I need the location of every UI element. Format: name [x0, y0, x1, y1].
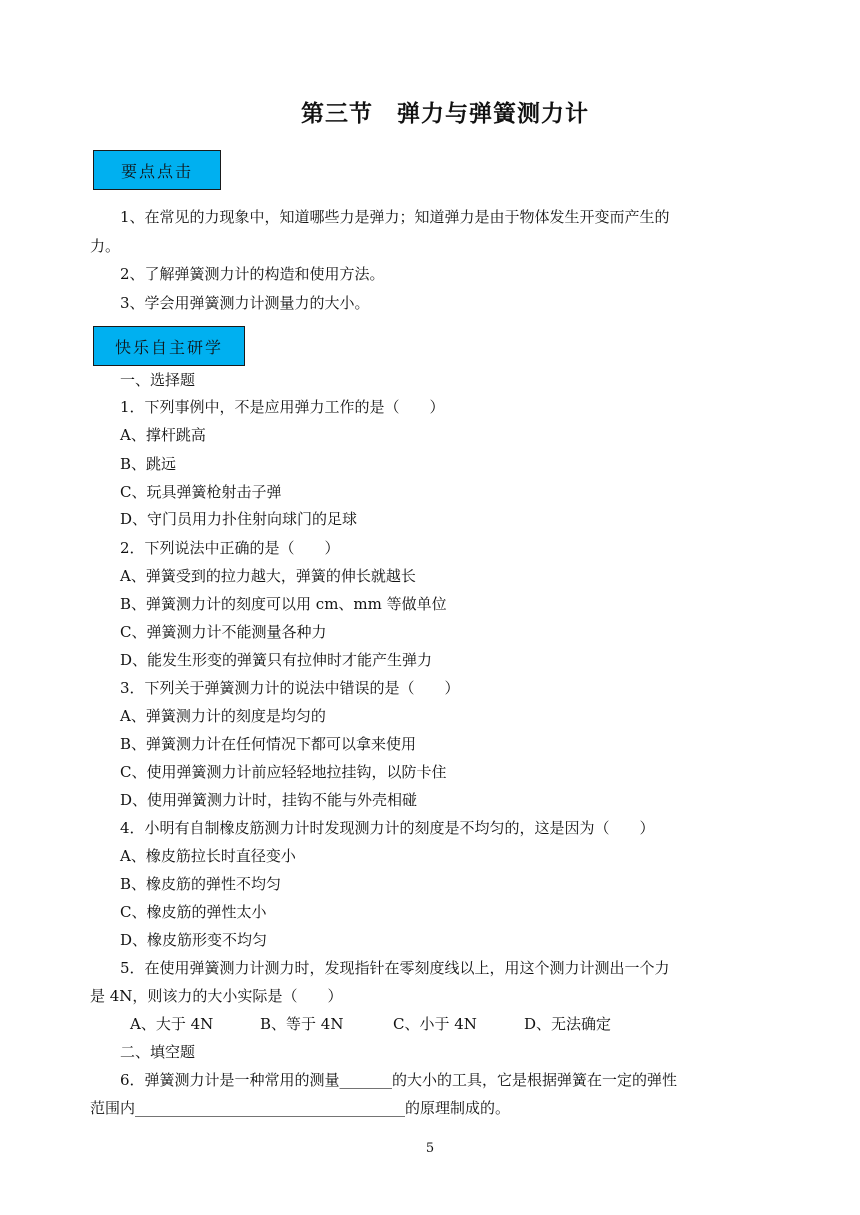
question-3-option-a: A、弹簧测力计的刻度是均匀的 [120, 707, 326, 725]
part1-heading: 一、选择题 [120, 371, 196, 389]
question-4-option-d: D、橡皮筋形变不均匀 [120, 931, 268, 949]
question-4-option-b: B、橡皮筋的弹性不均匀 [120, 875, 282, 893]
question-3-option-d: D、使用弹簧测力计时，挂钩不能与外壳相碰 [120, 791, 418, 809]
question-3-stem: 3．下列关于弹簧测力计的说法中错误的是（ ） [120, 679, 460, 697]
question-1-option-d: D、守门员用力扑住射向球门的足球 [120, 510, 358, 528]
question-4-stem: 4．小明有自制橡皮筋测力计时发现测力计的刻度是不均匀的，这是因为（ ） [120, 819, 655, 837]
question-4-option-c: C、橡皮筋的弹性太小 [120, 903, 267, 921]
question-6-line-1: 6．弹簧测力计是一种常用的测量_______的大小的工具，它是根据弹簧在一定的弹性 [120, 1071, 678, 1089]
question-3-option-b: B、弹簧测力计在任何情况下都可以拿来使用 [120, 735, 417, 753]
part2-heading: 二、填空题 [120, 1043, 196, 1061]
question-2-option-b: B、弹簧测力计的刻度可以用 cm、mm 等做单位 [120, 595, 447, 613]
key-point-1-continued: 力。 [90, 237, 121, 255]
question-5-option-c: C、小于 4N [393, 1015, 477, 1033]
question-5-options [130, 1014, 611, 1034]
question-4-option-a: A、橡皮筋拉长时直径变小 [120, 847, 296, 865]
section-label-key-points: 要点点击 [93, 150, 221, 190]
question-2-option-c: C、弹簧测力计不能测量各种力 [120, 623, 327, 641]
key-point-3: 3、学会用弹簧测力计测量力的大小。 [120, 294, 370, 312]
question-1-stem: 1．下列事例中，不是应用弹力工作的是（ ） [120, 398, 445, 416]
question-3-option-c: C、使用弹簧测力计前应轻轻地拉挂钩，以防卡住 [120, 763, 447, 781]
question-5-option-a: A、大于 4N [130, 1015, 214, 1033]
question-5-stem: 5．在使用弹簧测力计测力时，发现指针在零刻度线以上，用这个测力计测出一个力 [120, 959, 670, 977]
question-1-option-a: A、撑杆跳高 [120, 426, 206, 444]
question-5-option-b: B、等于 4N [260, 1015, 344, 1033]
question-1-option-c: C、玩具弹簧枪射击子弹 [120, 483, 282, 501]
question-5-option-d: D、无法确定 [524, 1015, 612, 1033]
question-2-stem: 2．下列说法中正确的是（ ） [120, 539, 340, 557]
question-6-line-2: 范围内____________________________________的原理制成的。 [90, 1099, 511, 1117]
key-point-1: 1、在常见的力现象中，知道哪些力是弹力；知道弹力是由于物体发生开变而产生的 [120, 208, 670, 226]
page-number: 5 [425, 1141, 435, 1156]
question-2-option-d: D、能发生形变的弹簧只有拉伸时才能产生弹力 [120, 651, 433, 669]
question-1-option-b: B、跳远 [120, 455, 177, 473]
section-label-self-study: 快乐自主研学 [93, 326, 245, 366]
key-point-2: 2、了解弹簧测力计的构造和使用方法。 [120, 265, 385, 283]
question-5-stem-continued: 是 4N，则该力的大小实际是（ ） [90, 987, 343, 1005]
question-2-option-a: A、弹簧受到的拉力越大，弹簧的伸长就越长 [120, 567, 416, 585]
page-title: 第三节 弹力与弹簧测力计 [301, 101, 589, 127]
